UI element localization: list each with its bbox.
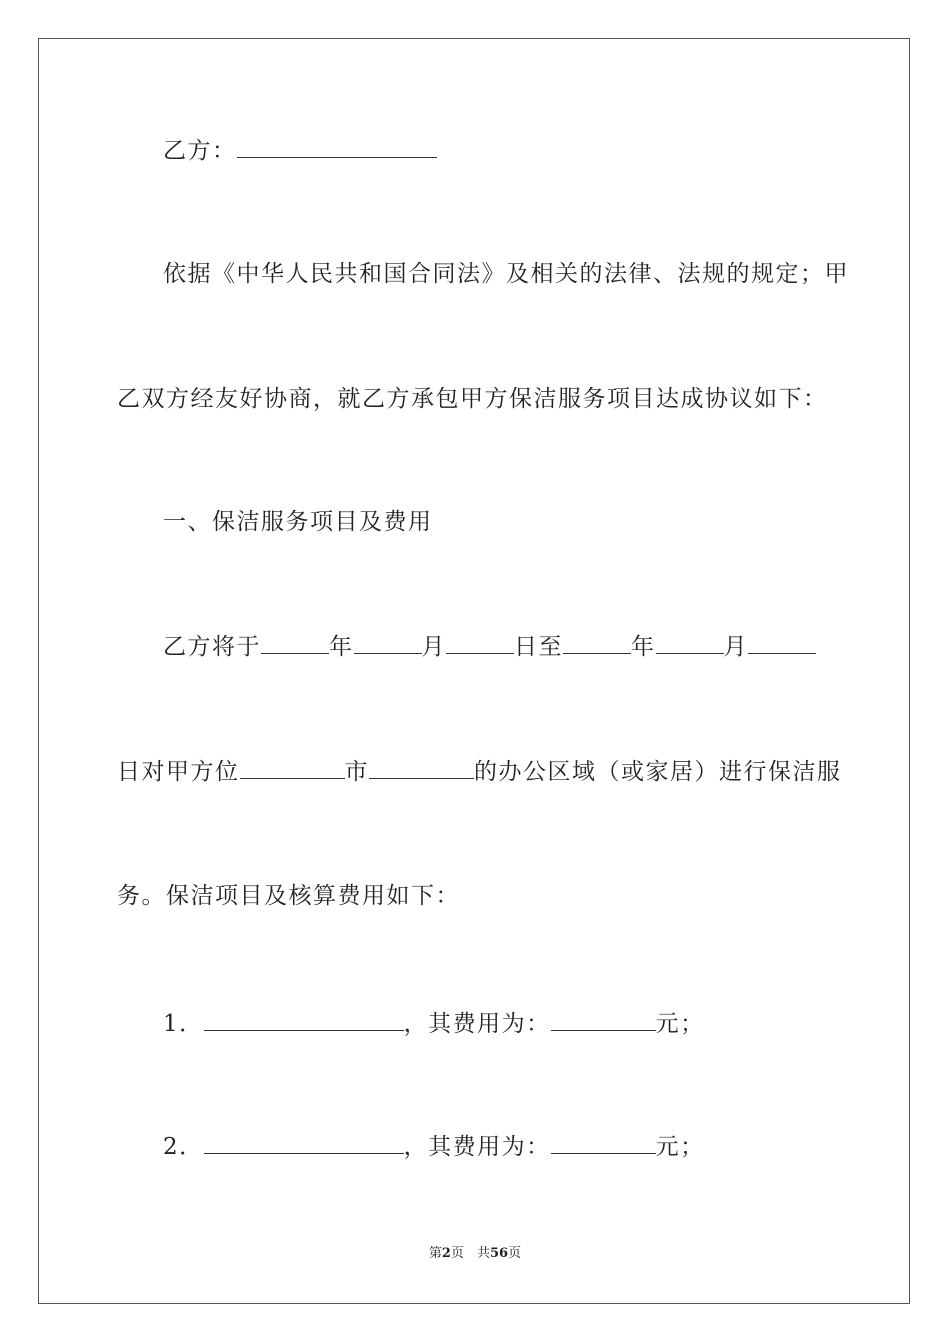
start-year-blank[interactable]	[261, 633, 329, 654]
location-prefix: 日对甲方位	[117, 759, 240, 785]
footer-page-prefix: 第	[428, 1246, 442, 1261]
item-1-fee-blank[interactable]	[551, 1010, 656, 1031]
page-border	[38, 38, 910, 1304]
yuan-label: 元；	[655, 1134, 705, 1160]
location-line	[117, 757, 842, 787]
fee-label: ，其费用为：	[403, 1134, 551, 1160]
footer-page-mid: 页 共	[450, 1246, 490, 1261]
item-1-name-blank[interactable]	[204, 1010, 404, 1031]
year-label: 年	[631, 634, 656, 660]
year-label: 年	[329, 634, 354, 660]
item-2-number: 2．	[163, 1134, 204, 1160]
period-prefix: 乙方将于	[163, 634, 261, 660]
item-1-number: 1．	[163, 1011, 204, 1037]
party-b-blank[interactable]	[237, 137, 437, 158]
period-line	[163, 632, 816, 662]
month-label: 月	[723, 634, 748, 660]
basis-line-2: 乙双方经友好协商，就乙方承包甲方保洁服务项目达成协议如下：	[117, 386, 828, 412]
start-month-blank[interactable]	[354, 633, 422, 654]
day-to-label: 日至	[514, 634, 563, 660]
footer-page-suffix: 页	[508, 1246, 522, 1261]
location-blank[interactable]	[240, 758, 345, 779]
footer-total-pages: 56	[489, 1246, 509, 1261]
basis-line-1: 依据《中华人民共和国合同法》及相关的法律、法规的规定；甲	[163, 261, 849, 287]
end-day-blank[interactable]	[748, 633, 816, 654]
item-2-line	[163, 1132, 705, 1162]
start-day-blank[interactable]	[446, 633, 514, 654]
item-2-name-blank[interactable]	[204, 1133, 404, 1154]
footer-current-page: 2	[441, 1246, 451, 1261]
end-month-blank[interactable]	[656, 633, 724, 654]
continuation-line: 务。保洁项目及核算费用如下：	[117, 883, 460, 909]
item-1-line	[163, 1009, 705, 1039]
section-1-title: 一、保洁服务项目及费用	[163, 509, 433, 535]
end-year-blank[interactable]	[563, 633, 631, 654]
city-blank[interactable]	[369, 758, 474, 779]
location-suffix: 的办公区域（或家居）进行保洁服	[474, 759, 842, 785]
party-b-label: 乙方：	[163, 138, 237, 164]
city-label: 市	[344, 759, 369, 785]
month-label: 月	[421, 634, 446, 660]
fee-label: ，其费用为：	[403, 1011, 551, 1037]
yuan-label: 元；	[655, 1011, 705, 1037]
party-b-line	[163, 136, 437, 166]
item-2-fee-blank[interactable]	[551, 1133, 656, 1154]
page-footer	[0, 1245, 950, 1263]
